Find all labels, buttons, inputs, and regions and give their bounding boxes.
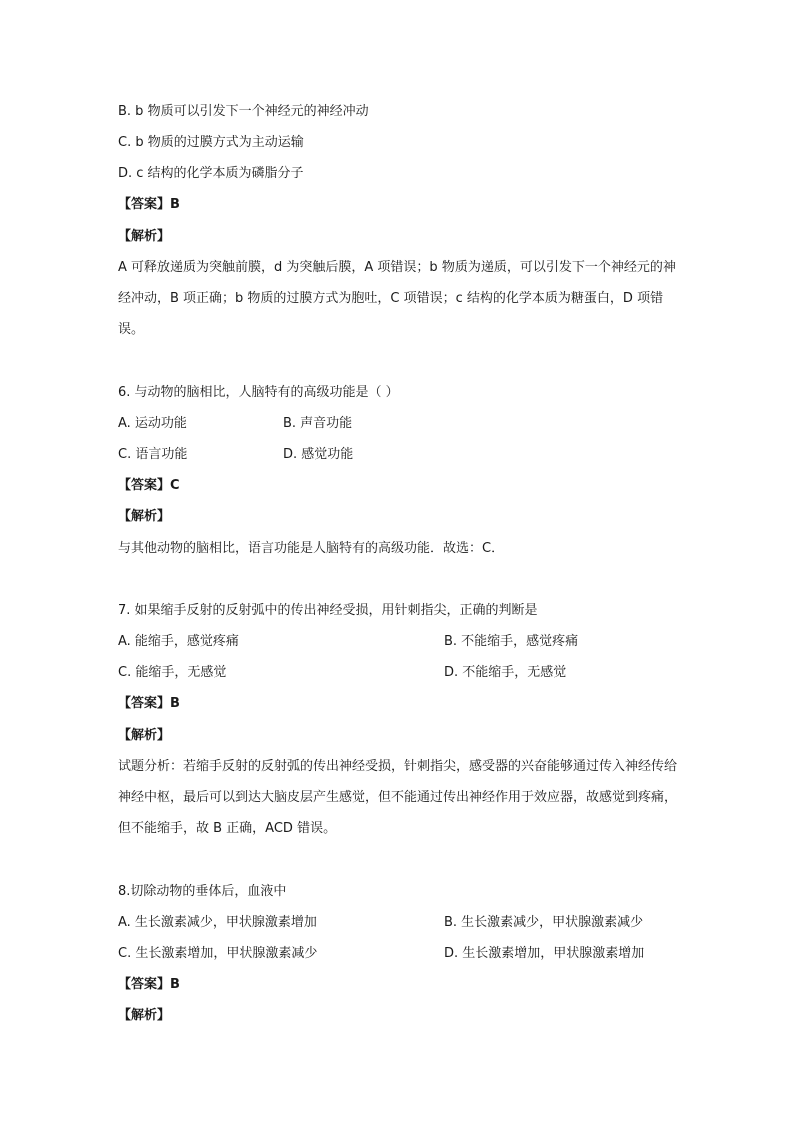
q8-option-a: A. 生长激素减少，甲状腺激素增加 <box>118 915 317 930</box>
q7-analysis-text: 试题分析：若缩手反射的反射弧的传出神经受损，针刺指尖，感受器的兴奋能够通过传入神经传给神经中枢，最后可以到达大脑皮层产生感觉，但不能通过传出神经作用于效应器，故感觉到疼痛，但不能缩手，故 B 正确，ACD 错误。 <box>118 759 678 836</box>
q5-option-b: B. b 物质可以引发下一个神经元的神经冲动 <box>118 104 369 119</box>
q7-option-b: B. 不能缩手，感觉疼痛 <box>444 634 579 649</box>
q5-analysis-text: A 可释放递质为突触前膜，d 为突触后膜，A 项错误；b 物质为递质，可以引发下一个神经元的神经冲动，B 项正确；b 物质的过膜方式为胞吐，C 项错误；c 结构的化学本质为糖蛋白，D 项错误。 <box>118 260 676 337</box>
q5-analysis-label: 【解析】 <box>118 229 171 244</box>
q5-option-d: D. c 结构的化学本质为磷脂分子 <box>118 166 304 181</box>
q6-option-c: C. 语言功能 <box>118 447 188 462</box>
q7-option-c: C. 能缩手，无感觉 <box>118 665 227 680</box>
q7-analysis-label: 【解析】 <box>118 728 171 743</box>
q8-stem: 8.切除动物的垂体后，血液中 <box>118 884 287 899</box>
q6-analysis-label: 【解析】 <box>118 509 171 524</box>
q6-option-d: D. 感觉功能 <box>283 447 354 462</box>
q8-option-d: D. 生长激素增加，甲状腺激素增加 <box>444 946 645 961</box>
q7-stem: 7. 如果缩手反射的反射弧中的传出神经受损，用针刺指尖，正确的判断是 <box>118 603 538 618</box>
q6-analysis-text: 与其他动物的脑相比，语言功能是人脑特有的高级功能．故选：C． <box>118 541 505 556</box>
q8-answer: 【答案】B <box>118 977 180 992</box>
q5-option-c: C. b 物质的过膜方式为主动运输 <box>118 135 304 150</box>
q7-answer: 【答案】B <box>118 696 180 711</box>
q8-option-c: C. 生长激素增加，甲状腺激素减少 <box>118 946 318 961</box>
q7-option-a: A. 能缩手，感觉疼痛 <box>118 634 239 649</box>
q8-option-b: B. 生长激素减少，甲状腺激素减少 <box>444 915 644 930</box>
q6-stem: 6. 与动物的脑相比，人脑特有的高级功能是（ ） <box>118 385 399 400</box>
q5-answer: 【答案】B <box>118 197 180 212</box>
q6-option-b: B. 声音功能 <box>283 416 353 431</box>
q7-option-d: D. 不能缩手，无感觉 <box>444 665 567 680</box>
q6-option-a: A. 运动功能 <box>118 416 187 431</box>
q8-analysis-label: 【解析】 <box>118 1008 171 1023</box>
q6-answer: 【答案】C <box>118 478 180 493</box>
